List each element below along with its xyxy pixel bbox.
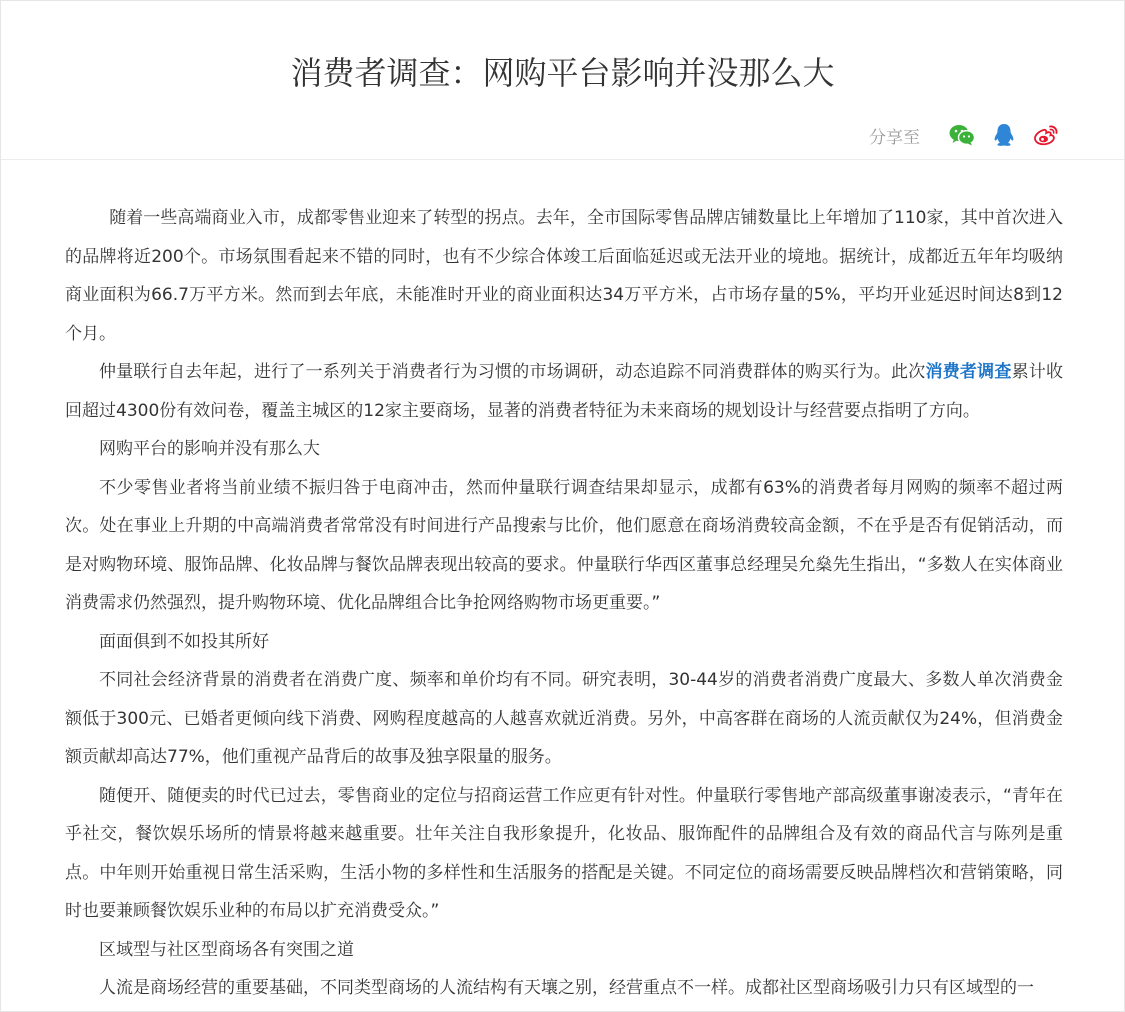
paragraph-text: 仲量联行自去年起，进行了一系列关于消费者行为习惯的市场调研，动态追踪不同消费群体的购买行为。此次 bbox=[99, 362, 926, 382]
paragraph: 人流是商场经营的重要基础，不同类型商场的人流结构有天壤之别，经营重点不一样。成都社区型商场吸引力只有区域型的一 bbox=[99, 978, 1034, 998]
keyword-link[interactable]: 消费者调查 bbox=[925, 362, 1012, 382]
paragraph: 不同社会经济背景的消费者在消费广度、频率和单价均有不同。研究表明，30-44岁的消费者消费广度最大、多数人单次消费金额低于300元、已婚者更倾向线下消费、网购程度越高的人越喜欢就近消费。另外，中高客群在商场的人流贡献仅为24%，但消费金额贡献却高达77%，他们重视产品背后的故事及独享限量的服务。 bbox=[65, 670, 1063, 767]
weibo-icon[interactable] bbox=[1032, 121, 1060, 149]
paragraph: 随便开、随便卖的时代已过去，零售商业的定位与招商运营工作应更有针对性。仲量联行零售地产部高级董事谢凌表示，“青年在乎社交，餐饮娱乐场所的情景将越来越重要。壮年关注自我形象提升，化妆品、服饰配件的品牌组合及有效的商品代言与陈列是重点。中年则开始重视日常生活采购，生活小物的多样性和生活服务的搭配是关键。不同定位的商场需要反映品牌档次和营销策略，同时也要兼顾餐饮娱乐业种的布局以扩充消费受众。” bbox=[65, 785, 1063, 921]
paragraph bbox=[65, 353, 1063, 430]
article-header bbox=[1, 1, 1124, 160]
page-title: 消费者调查：网购平台影响并没那么大 bbox=[290, 54, 835, 92]
section-heading: 区域型与社区型商场各有突围之道 bbox=[99, 939, 354, 960]
share-label: 分享至 bbox=[869, 127, 920, 148]
section-heading: 面面俱到不如投其所好 bbox=[99, 631, 269, 652]
section-heading: 网购平台的影响并没有那么大 bbox=[99, 439, 320, 459]
paragraph: 随着一些高端商业入市，成都零售业迎来了转型的拐点。去年，全市国际零售品牌店铺数量比上年增加了110家，其中首次进入的品牌将近200个。市场氛围看起来不错的同时，也有不少综合体竣工后面临延迟或无法开业的境地。据统计，成都近五年年均吸纳商业面积为66.7万平方米。然而到去年底，未能准时开业的商业面积达34万平方米，占市场存量的5%，平均开业延迟时间达8到12个月。 bbox=[65, 208, 1063, 344]
qq-icon[interactable] bbox=[990, 121, 1018, 149]
paragraph: 不少零售业者将当前业绩不振归咎于电商冲击，然而仲量联行调查结果却显示，成都有63%的消费者每月网购的频率不超过两次。处在事业上升期的中高端消费者常常没有时间进行产品搜索与比价，他们愿意在商场消费较高金额，不在乎是否有促销活动，而是对购物环境、服饰品牌、化妆品牌与餐饮品牌表现出较高的要求。仲量联行华西区董事总经理吴允燊先生指出，“多数人在实体商业消费需求仍然强烈，提升购物环境、优化品牌组合比争抢网络购物市场更重要。” bbox=[65, 477, 1063, 613]
article-body bbox=[65, 199, 1063, 1008]
paragraph-text: 累计收回超过4300份有效问卷，覆盖主城区的12家主要商场，显著的消费者特征为未来商场的规划设计与经营要点指明了方向。 bbox=[65, 362, 1064, 421]
share-bar bbox=[869, 121, 1060, 149]
wechat-icon[interactable] bbox=[948, 121, 976, 149]
